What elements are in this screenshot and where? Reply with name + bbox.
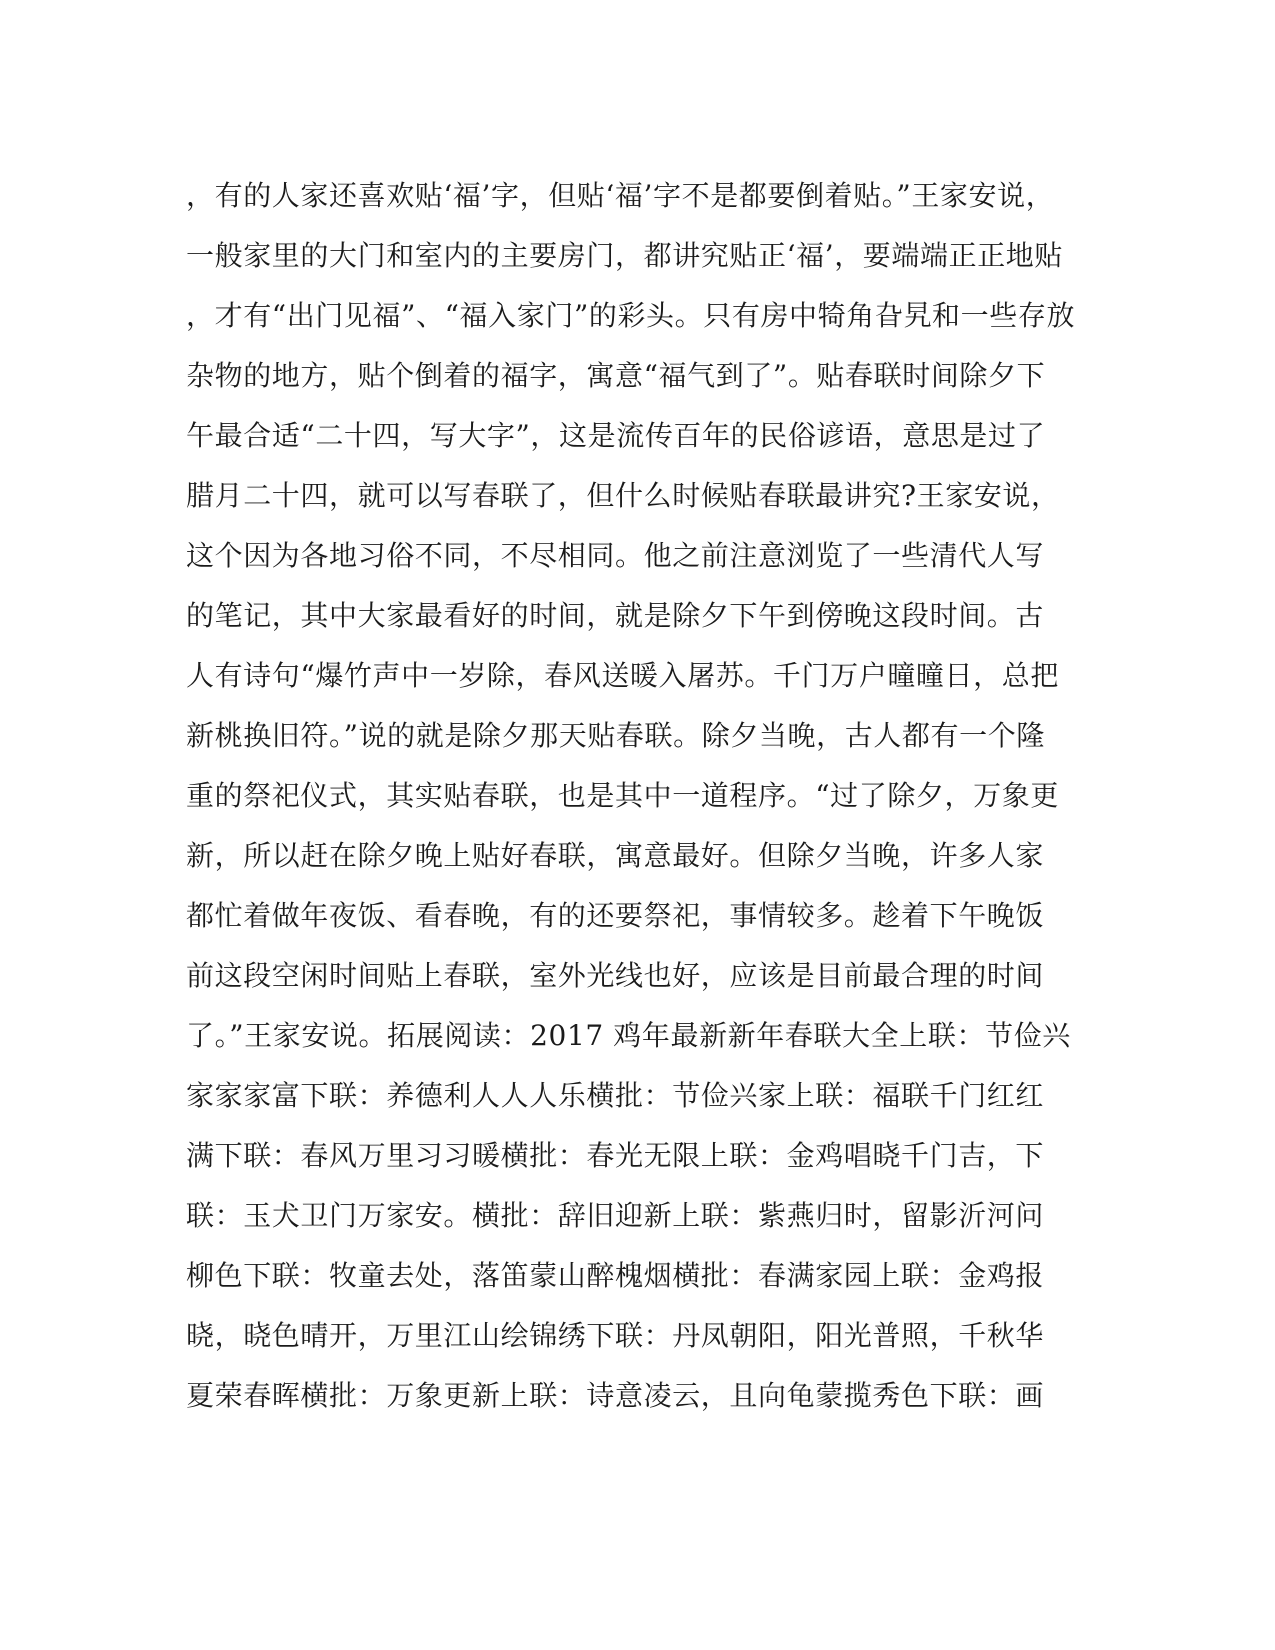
body-text: [186, 166, 1086, 1426]
text-line: ，有的人家还喜欢贴‘福’字，但贴‘福’字不是都要倒着贴。”王家安说，: [186, 179, 1055, 212]
text-line: 满下联：春风万里习习暖横批：春光无限上联：金鸡唱晓千门吉，下: [186, 1139, 1045, 1172]
text-line: 晓，晓色晴开，万里江山绘锦绣下联：丹凤朝阳，阳光普照，千秋华: [186, 1319, 1045, 1352]
text-line: 夏荣春晖横批：万象更新上联：诗意凌云，且向龟蒙揽秀色下联：画: [186, 1379, 1045, 1412]
text-line: 新，所以赶在除夕晚上贴好春联，寓意最好。但除夕当晚，许多人家: [186, 839, 1045, 872]
text-line: 联：玉犬卫门万家安。横批：辞旧迎新上联：紫燕归时，留影沂河问: [186, 1199, 1045, 1232]
text-line: ，才有“出门见福”、“福入家门”的彩头。只有房中犄角旮旯和一些存放: [186, 299, 1076, 332]
text-line: 柳色下联：牧童去处，落笛蒙山醉槐烟横批：春满家园上联：金鸡报: [186, 1259, 1045, 1292]
text-line: 人有诗句“爆竹声中一岁除，春风送暖入屠苏。千门万户曈曈日，总把: [186, 659, 1059, 692]
text-line: 新桃换旧符。”说的就是除夕那天贴春联。除夕当晚，古人都有一个隆: [186, 719, 1045, 752]
text-line: 这个因为各地习俗不同，不尽相同。他之前注意浏览了一些清代人写: [186, 539, 1045, 572]
text-line: 杂物的地方，贴个倒着的福字，寓意“福气到了”。贴春联时间除夕下: [186, 359, 1046, 392]
text-line: 都忙着做年夜饭、看春晚，有的还要祭祀，事情较多。趁着下午晚饭: [186, 899, 1045, 932]
text-line: 腊月二十四，就可以写春联了，但什么时候贴春联最讲究?王家安说，: [186, 479, 1060, 512]
text-line: 一般家里的大门和室内的主要房门，都讲究贴正‘福’，要端端正正地贴: [186, 239, 1064, 272]
text-line: 前这段空闲时间贴上春联，室外光线也好，应该是目前最合理的时间: [186, 959, 1045, 992]
text-line: 家家家富下联：养德利人人人乐横批：节俭兴家上联：福联千门红红: [186, 1079, 1045, 1112]
text-line: 午最合适“二十四，写大字”，这是流传百年的民俗谚语，意思是过了: [186, 419, 1046, 452]
text-line: 重的祭祀仪式，其实贴春联，也是其中一道程序。“过了除夕，万象更: [186, 779, 1059, 812]
text-line: 了。”王家安说。拓展阅读：2017 鸡年最新新年春联大全上联：节俭兴: [186, 1019, 1071, 1052]
text-line: 的笔记，其中大家最看好的时间，就是除夕下午到傍晚这段时间。古: [186, 599, 1045, 632]
